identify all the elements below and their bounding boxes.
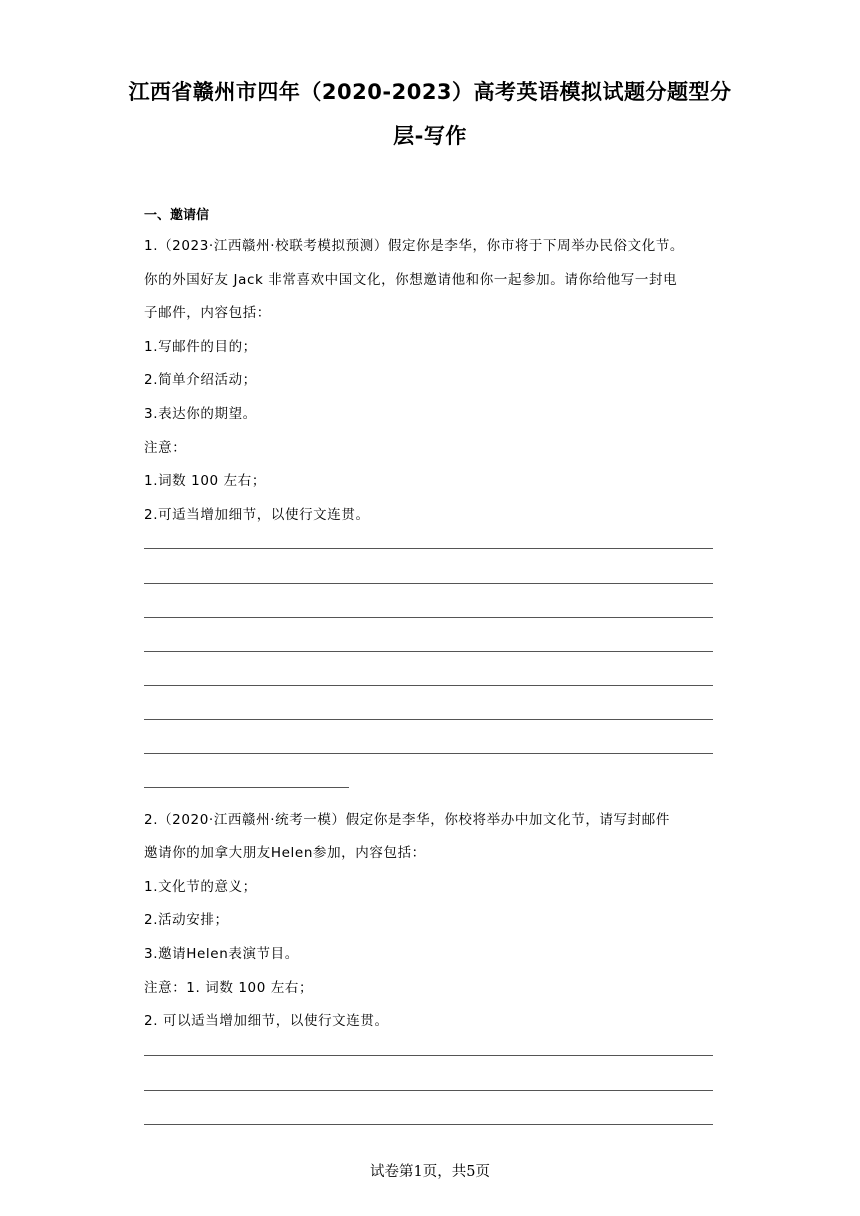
- question-1-line: 你的外国好友 Jack 非常喜欢中国文化，你想邀请他和你一起参加。请你给他写一封电: [144, 272, 678, 288]
- question-1-line: 注意：: [144, 440, 187, 456]
- answer-line[interactable]: [144, 651, 713, 652]
- answer-line[interactable]: [144, 685, 713, 686]
- section-heading: 一、邀请信: [144, 208, 210, 223]
- answer-line[interactable]: [144, 1124, 713, 1125]
- question-2-line: 2.活动安排；: [144, 912, 229, 928]
- document-title-line-2: 层-写作: [393, 124, 467, 148]
- answer-line[interactable]: [144, 617, 713, 618]
- question-2-line: 2. 可以适当增加细节，以使行文连贯。: [144, 1013, 389, 1029]
- question-1-line: 1.（2023·江西赣州·校联考模拟预测）假定你是李华，你市将于下周举办民俗文化节。: [144, 238, 685, 254]
- question-2-line: 邀请你的加拿大朋友Helen参加，内容包括：: [144, 845, 426, 861]
- question-1-line: 3.表达你的期望。: [144, 406, 257, 422]
- question-1-line: 1.词数 100 左右；: [144, 473, 266, 489]
- answer-line[interactable]: [144, 719, 713, 720]
- answer-line[interactable]: [144, 753, 713, 754]
- question-1-line: 2.简单介绍活动；: [144, 372, 257, 388]
- question-2-line: 3.邀请Helen表演节目。: [144, 946, 299, 962]
- document-title-line-1: 江西省赣州市四年（2020-2023）高考英语模拟试题分题型分: [128, 80, 732, 104]
- answer-line[interactable]: [144, 548, 713, 549]
- question-2-line: 2.（2020·江西赣州·统考一模）假定你是李华，你校将举办中加文化节，请写封邮件: [144, 812, 670, 828]
- question-1-line: 子邮件，内容包括：: [144, 305, 271, 321]
- question-1-line: 1.写邮件的目的；: [144, 339, 257, 355]
- question-1-line: 2.可适当增加细节，以使行文连贯。: [144, 507, 370, 523]
- answer-line[interactable]: [144, 787, 349, 788]
- answer-line[interactable]: [144, 1055, 713, 1056]
- question-2-line: 注意：1. 词数 100 左右；: [144, 980, 314, 996]
- question-2-line: 1.文化节的意义；: [144, 879, 257, 895]
- answer-line[interactable]: [144, 583, 713, 584]
- page-footer: 试卷第1页，共5页: [370, 1164, 490, 1180]
- answer-line[interactable]: [144, 1090, 713, 1091]
